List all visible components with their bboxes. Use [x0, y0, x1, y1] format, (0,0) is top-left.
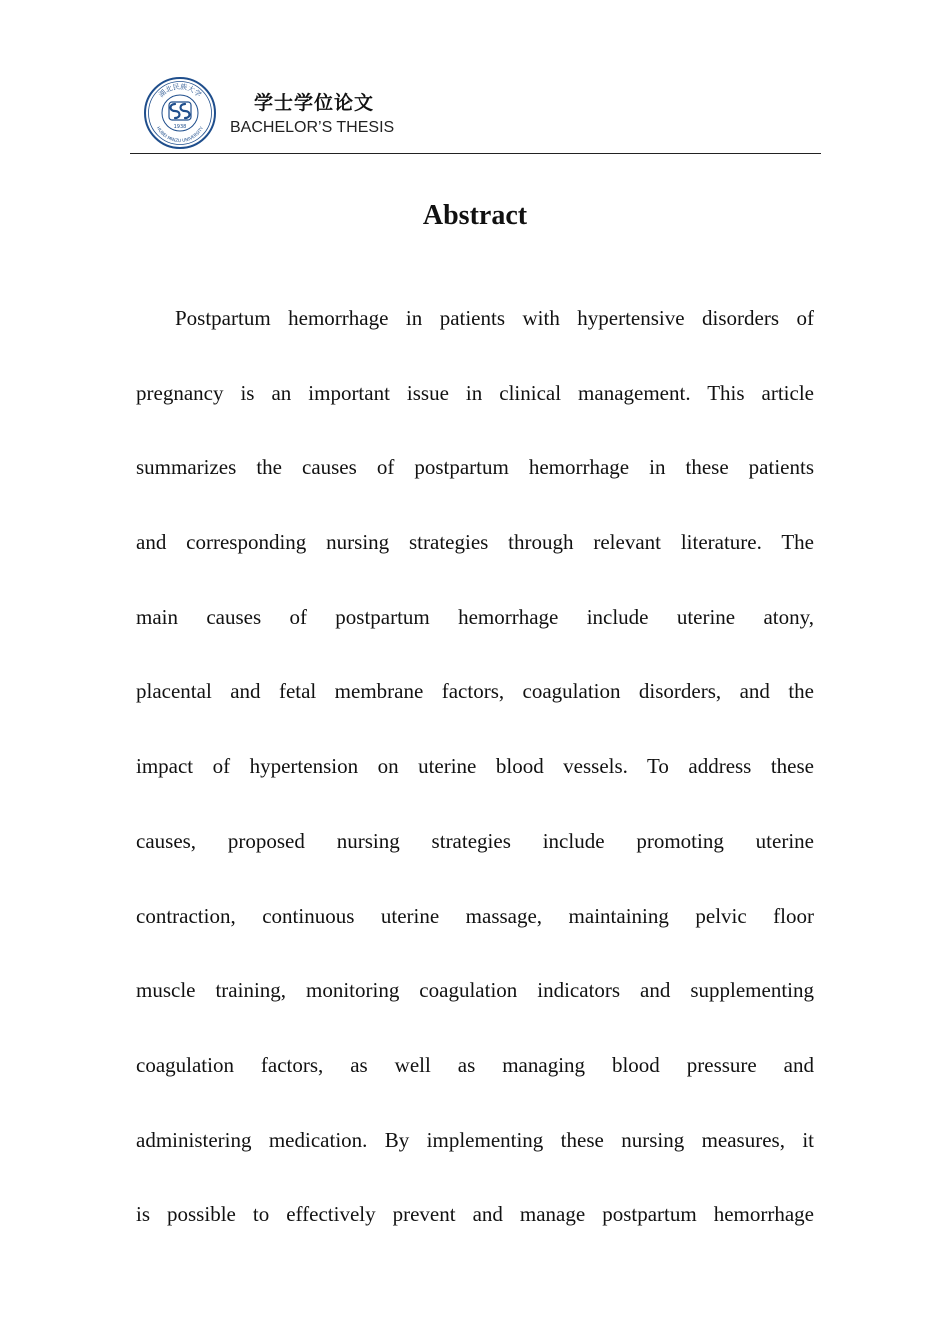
university-seal-icon: [143, 76, 217, 150]
seal-year: 1938: [173, 124, 187, 130]
abstract-line: is possible to effectively prevent and manage postpartum hemorrhage: [136, 1202, 814, 1227]
document-header: [130, 74, 821, 154]
abstract-line: impact of hypertension on uterine blood vessels. To address these: [136, 754, 814, 779]
abstract-line: pregnancy is an important issue in clinical management. This article: [136, 380, 814, 405]
thesis-label-english: BACHELOR’S THESIS: [230, 119, 395, 136]
thesis-label-chinese: 学士学位论文: [254, 92, 375, 114]
header-divider: [130, 153, 821, 154]
abstract-line: Postpartum hemorrhage in patients with hypertensive disorders of: [175, 306, 814, 330]
abstract-line: and corresponding nursing strategies through relevant literature. The: [136, 530, 814, 555]
abstract-line: coagulation factors, as well as managing blood pressure and: [136, 1052, 814, 1077]
abstract-line: contraction, continuous uterine massage, maintaining pelvic floor: [136, 903, 814, 928]
seal-text-bottom: HUBEI MINZU UNIVERSITY: [154, 126, 206, 145]
abstract-body: [136, 281, 814, 1252]
abstract-line: administering medication. By implementing these nursing measures, it: [136, 1127, 814, 1152]
abstract-line: summarizes the causes of postpartum hemorrhage in these patients: [136, 455, 814, 480]
page-title: Abstract: [422, 200, 528, 231]
abstract-line: causes, proposed nursing strategies include promoting uterine: [136, 828, 814, 853]
abstract-line: placental and fetal membrane factors, coagulation disorders, and the: [136, 679, 814, 704]
seal-text-top: 湖北民族大学: [157, 82, 203, 99]
abstract-line: main causes of postpartum hemorrhage include uterine atony,: [136, 604, 814, 629]
abstract-line: muscle training, monitoring coagulation indicators and supplementing: [136, 978, 814, 1003]
